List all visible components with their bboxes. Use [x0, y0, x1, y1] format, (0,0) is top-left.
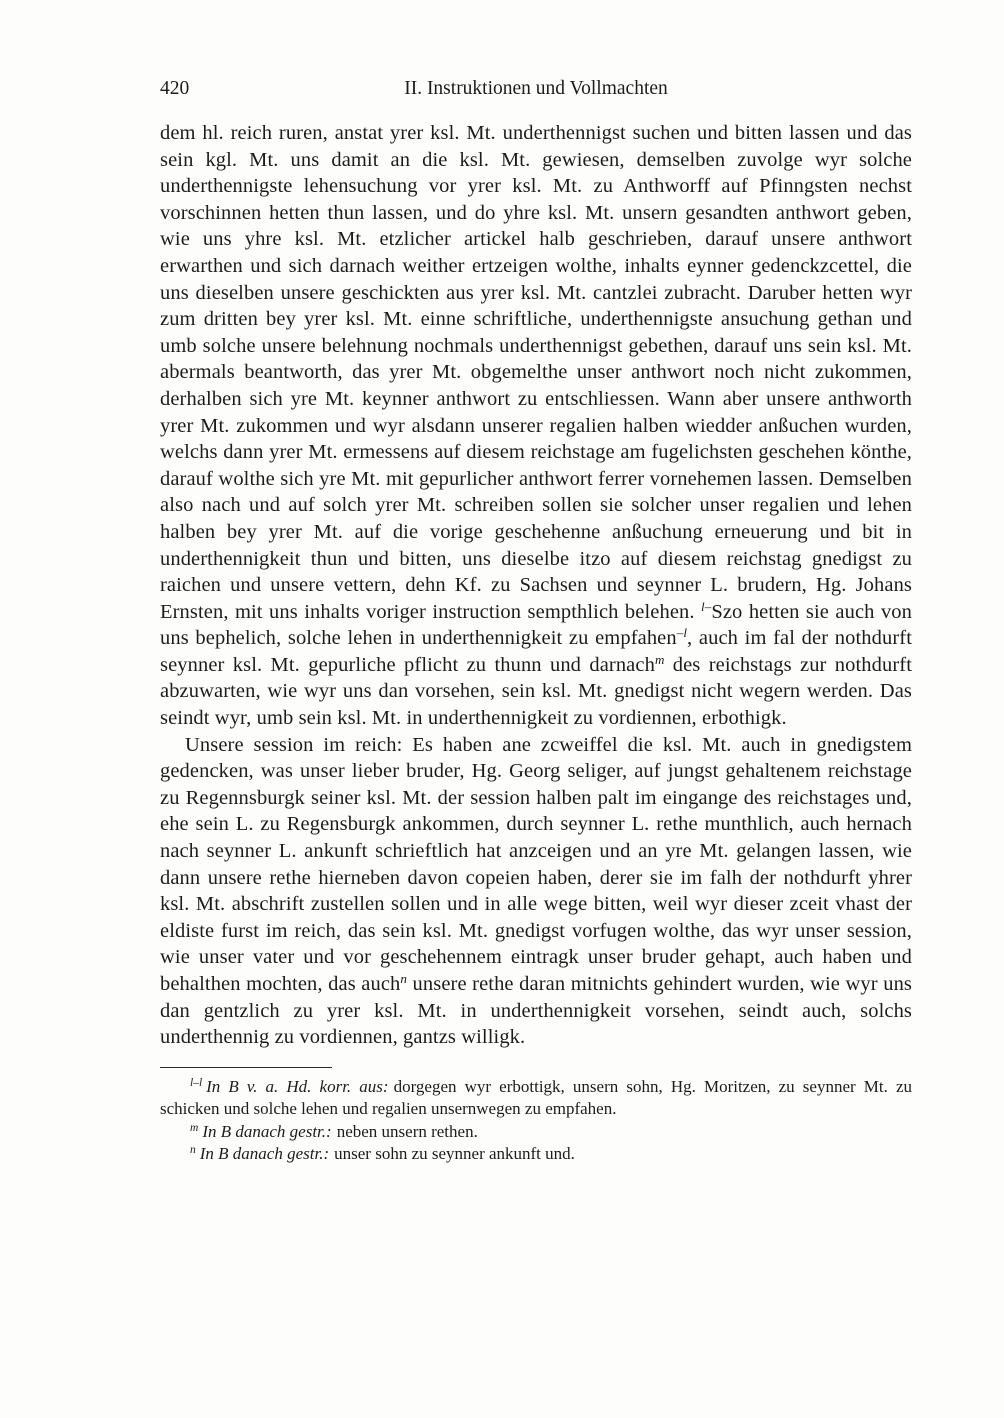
footnote-text: dorgegen wyr erbottigk, unsern sohn, Hg. Moritzen, zu seynner Mt. zu schicken und solche lehen und regalien unsernwegen zu empfahen. [160, 1076, 912, 1119]
footnote-m [160, 1121, 912, 1143]
footnote-ref-l-close: –l [676, 625, 688, 641]
paragraph-text: unsere rethe daran mitnichts gehindert wurden, wie wyr uns dan gentzlich zu yrer ksl. Mt. in underthennigkeit vorsehen, seindt auch, solchs underthennig zu vordiennen, gantzs willigk. [160, 973, 912, 1049]
paragraph-text: des reichstags zur nothdurft abzuwarten, wie wyr uns dan vorsehen, sein ksl. Mt. gnedigst nicht wegern werden. Das seindt wyr, umb sein ksl. Mt. in underthennigkeit zu vordiennen, erbothigk. [160, 653, 912, 730]
paragraph-text: Szo hetten sie auch von uns bephelich, solche lehen in underthennigkeit zu empfahen [160, 600, 912, 650]
body-paragraph-1 [160, 120, 912, 732]
main-text-block [160, 120, 912, 1051]
footnote-l [160, 1076, 912, 1121]
paragraph-text: dem hl. reich ruren, anstat yrer ksl. Mt. underthennigst suchen und bitten lassen und das sein kgl. Mt. uns damit an die ksl. Mt. gewiesen, demselben zuvolge wyr solche underthennigste lehensuchung vor yrer ksl. Mt. zu Anthworff auf Pfinngsten nechst vorschinnen hetten thun lassen, und do yhre ksl. Mt. unsern gesandten anthwort geben, wie uns yhre ksl. Mt. etzlicher artickel halb geschrieben, darauf unsere anthwort erwarthen und sich darnach weither ertzeigen wolthe, inhalts eynner gedenckzcettel, die uns dieselben unsere geschickten aus yrer ksl. Mt. cantzlei zubracht. Daruber hetten wyr zum dritten bey yrer ksl. Mt. einne schriftliche, underthennigste ansuchung gethan und umb solche unsere belehnung nochmals underthennigst gebethen, darauf uns sein ksl. Mt. abermals beantworth, das yrer Mt. obgemelthe unser anthwort noch nicht zukommen, derhalben sich yre Mt. keynner anthwort zu entschliessen. Wann aber unsere anthworth yrer Mt. zukommen und wyr alsdann unserer regalien halben wiedder anßuchen wurden, welchs dann yrer Mt. ermessens auf diesem reichstage am fugelichsten geschehen könthe, darauf wolthe sich yre Mt. mit gepurlicher anthwort ferrer vornehemen lassen. Demselben also nach und auf solch yrer Mt. schreiben sollen sie solcher unser regalien und lehen halben bey yrer Mt. auf die vorige geschehenne anßuchung erneuerung und bit in underthennigkeit thun und bitten, uns dieselbe itzo auf diesem reichstag gnedigst zu raichen und unsere vettern, dehn Kf. zu Sachsen und seynner L. brudern, Hg. Johans Ernsten, mit uns inhalts voriger instruction sempthlich belehen. [160, 122, 912, 623]
page-header [160, 76, 912, 102]
footnote-marker-m: m [190, 1121, 199, 1134]
footnote-marker-n: n [190, 1144, 196, 1156]
footnote-ref-l-open: l– [701, 598, 712, 614]
page-number: 420 [160, 78, 190, 99]
footnote-apparatus-label: In B v. a. Hd. korr. aus: [206, 1076, 389, 1096]
footnote-separator-rule [160, 1067, 332, 1068]
footnote-text: unser sohn zu seynner ankunft und. [334, 1144, 575, 1163]
footnote-apparatus-label: In B danach gestr.: [202, 1121, 332, 1141]
footnote-ref-m: m [654, 651, 665, 667]
footnotes-section [160, 1067, 912, 1166]
footnote-n [160, 1143, 912, 1165]
footnote-ref-n: n [400, 971, 408, 986]
body-paragraph-2 [160, 732, 912, 1051]
footnote-apparatus-label: In B danach gestr.: [199, 1144, 330, 1163]
footnote-marker-l: l–l [190, 1076, 203, 1089]
paragraph-text: Unsere session im reich: Es haben ane zcweiffel die ksl. Mt. auch in gnedigstem gedencken, was unser lieber bruder, Hg. Georg seliger, auf jungst gehaltenem reichstage zu Regennsburgk seiner ksl. Mt. der session halben palt im eingange des reichstages und, ehe sein L. zu Regensburgk ankommen, durch seynner L. rethe munthlich, auch hernach nach seynner L. ankunft schrieftlich hat anzceigen und an yre Mt. gelangen lassen, wie dann unsere rethe hierneben davon copeien haben, derer sie im falh der nothdurft yhrer ksl. Mt. abschrift zustellen sollen und in alle wege bitten, weil wyr dieser zceit vhast der eldiste furst im reich, das sein ksl. Mt. gnedigst vorfugen wolthe, das wyr unser session, wie unser vater und vor geschehennem eintragk unser bruder gehapt, auch haben und behalthen mochten, das auch [160, 733, 912, 995]
footnote-text: neben unsern rethen. [336, 1121, 478, 1141]
running-head: II. Instruktionen und Vollmachten [404, 78, 668, 99]
paragraph-text: , auch im fal der nothdurft seynner ksl. Mt. gepurliche pflicht zu thunn und darnach [160, 627, 912, 676]
